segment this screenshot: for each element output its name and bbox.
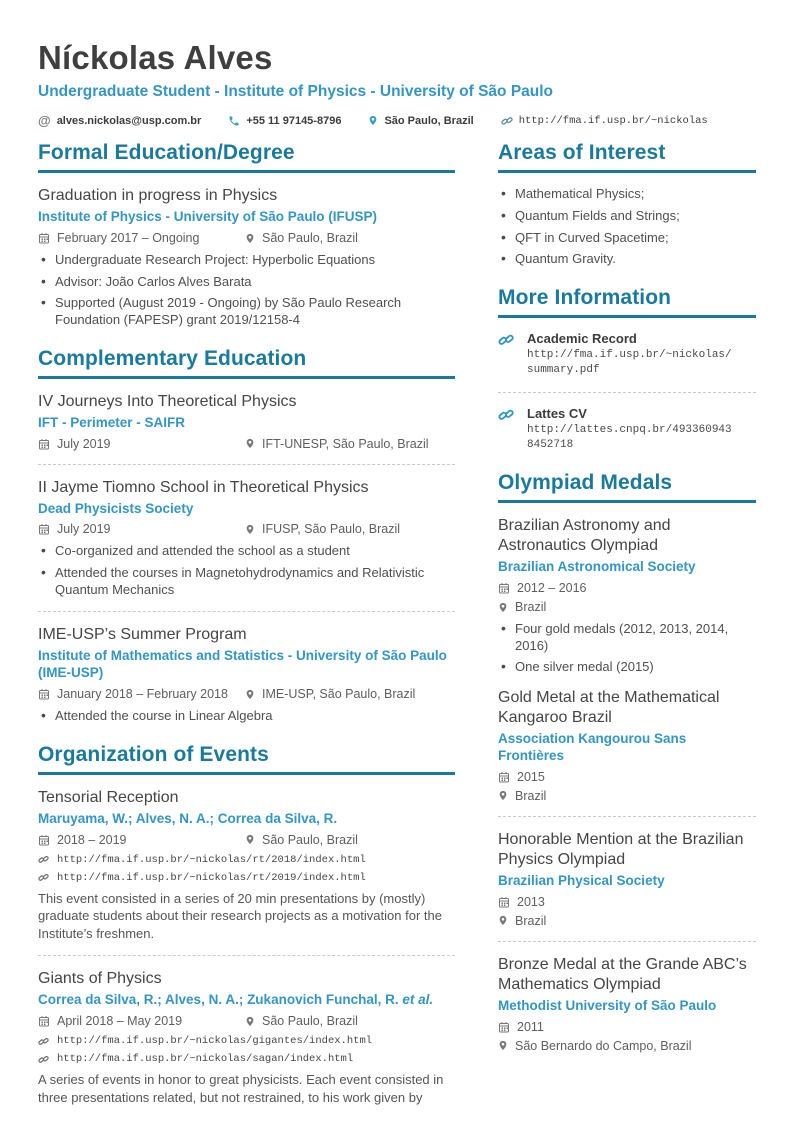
- dashed-divider: [38, 464, 455, 465]
- entry-organization: Methodist University of São Paulo: [498, 997, 717, 1013]
- section-formal-education: [38, 141, 455, 328]
- entry-ime-usp-summer: [38, 625, 455, 724]
- entry-date: [498, 1020, 756, 1034]
- entry-location-text: São Bernardo do Campo, Brazil: [515, 1038, 692, 1053]
- entry-title: Honorable Mention at the Brazilian Physics Olympiad: [498, 830, 744, 868]
- section-organization-of-events: [38, 743, 455, 1106]
- dashed-divider: [38, 955, 455, 956]
- calendar-icon: [498, 771, 510, 783]
- event-link-text: http://fma.if.usp.br/~nickolas/sagan/index.html: [57, 1053, 354, 1066]
- info-link-url: http://lattes.cnpq.br/4933609438452718: [527, 423, 732, 451]
- entry-grande-abc-bronze: [498, 955, 756, 1053]
- phone-icon: [228, 115, 240, 127]
- location-pin-icon: [368, 114, 378, 127]
- entry-date-text: 2018 – 2019: [57, 832, 127, 847]
- link-icon: [38, 872, 49, 883]
- contact-location: [368, 114, 473, 127]
- entry-description: This event consisted in a series of 20 min presentations by (mostly) graduate students about their research projects as a motivation for the Institute’s freshmen.: [38, 890, 442, 941]
- entry-location-text: Brazil: [515, 600, 547, 615]
- info-link-body: [527, 406, 733, 454]
- bullet-item: • Advisor: João Carlos Alves Barata: [38, 274, 455, 291]
- entry-location: [498, 600, 756, 614]
- entry-location-text: Brazil: [515, 788, 547, 803]
- entry-organizers-text: Correa da Silva, R.; Alves, N. A.; Zukanovich Funchal, R.: [38, 992, 399, 1008]
- entry-title: Bronze Medal at the Grande ABC’s Mathematics Olympiad: [498, 955, 747, 993]
- entry-date: [38, 1014, 245, 1028]
- section-areas-of-interest: [498, 141, 756, 268]
- location-pin-icon: [245, 437, 255, 450]
- interest-item: • Quantum Fields and Strings;: [498, 208, 756, 225]
- entry-location: [498, 1039, 756, 1053]
- bullet-item: • One silver medal (2015): [498, 659, 756, 676]
- bullet-item: • Attended the courses in Magnetohydrodynamics and Relativistic Quantum Mechanics: [38, 565, 455, 598]
- section-title-organization-of-events: Organization of Events: [38, 743, 455, 775]
- contact-website[interactable]: [501, 115, 708, 127]
- entry-location: [245, 1014, 358, 1028]
- calendar-icon: [38, 834, 50, 846]
- link-icon: [38, 1036, 49, 1047]
- left-column: [38, 141, 455, 1118]
- info-link-label: Academic Record: [527, 330, 637, 346]
- entry-astronomy-olympiad: [498, 516, 756, 676]
- interest-item: • QFT in Curved Spacetime;: [498, 230, 756, 247]
- event-link-text: http://fma.if.usp.br/~nickolas/rt/2018/index.html: [57, 853, 366, 866]
- location-pin-icon: [245, 1015, 255, 1028]
- entry-meta: [38, 437, 455, 451]
- dashed-divider: [38, 611, 455, 612]
- header: [38, 40, 756, 127]
- entry-date-text: 2012 – 2016: [517, 581, 587, 596]
- person-name: Níckolas Alves: [38, 39, 273, 76]
- entry-tensorial-reception: [38, 788, 455, 943]
- entry-jayme-tiomno: [38, 478, 455, 599]
- entry-title: Graduation in progress in Physics: [38, 187, 278, 205]
- entry-location-text: IFT-UNESP, São Paulo, Brazil: [262, 436, 429, 451]
- calendar-icon: [38, 438, 50, 450]
- entry-location-text: IME-USP, São Paulo, Brazil: [262, 687, 416, 702]
- calendar-icon: [38, 232, 50, 244]
- entry-meta: [38, 833, 455, 847]
- contact-phone-text: +55 11 97145-8796: [246, 114, 342, 127]
- location-pin-icon: [245, 688, 255, 701]
- entry-meta: [38, 687, 455, 701]
- event-link-text: http://fma.if.usp.br/~nickolas/gigantes/index.html: [57, 1035, 373, 1048]
- link-icon: [501, 115, 513, 127]
- content-columns: [38, 141, 756, 1118]
- entry-location: [498, 789, 756, 803]
- entry-organizers: [38, 992, 455, 1009]
- location-pin-icon: [245, 833, 255, 846]
- entry-date-text: 2011: [517, 1019, 544, 1034]
- section-olympiad-medals: [498, 471, 756, 1052]
- entry-location-text: São Paulo, Brazil: [262, 231, 358, 246]
- entry-graduation: [38, 186, 455, 328]
- entry-date-text: 2013: [517, 894, 545, 909]
- contact-email[interactable]: [38, 114, 201, 127]
- at-icon: @: [38, 113, 51, 129]
- entry-organization: Dead Physicists Society: [38, 500, 194, 516]
- location-pin-icon: [498, 789, 508, 802]
- entry-date-text: July 2019: [57, 522, 111, 537]
- entry-organization: Institute of Physics - University of São Paulo (IFUSP): [38, 209, 378, 225]
- entry-location-text: IFUSP, São Paulo, Brazil: [262, 522, 401, 537]
- bullet-item: • Co-organized and attended the school as a student: [38, 543, 455, 560]
- dashed-divider: [498, 392, 756, 393]
- contact-website-text: http://fma.if.usp.br/~nickolas: [518, 114, 708, 127]
- entry-bullets: [38, 708, 455, 725]
- entry-description: A series of events in honor to great physicists. Each event consisted in three presentations related, but not restrained, to his work given by: [38, 1072, 444, 1105]
- entry-bullets: [38, 252, 455, 329]
- entry-location-text: São Paulo, Brazil: [262, 1014, 358, 1029]
- entry-title: Gold Metal at the Mathematical Kangaroo Brazil: [498, 689, 720, 727]
- entry-date-text: January 2018 – February 2018: [57, 687, 228, 702]
- dashed-divider: [498, 941, 756, 942]
- entry-date: [38, 437, 245, 451]
- entry-bullets: [38, 543, 455, 598]
- entry-meta: [38, 231, 455, 245]
- entry-physics-olympiad-mention: [498, 830, 756, 928]
- entry-title: IME-USP’s Summer Program: [38, 626, 247, 644]
- section-title-complementary-education: Complementary Education: [38, 347, 455, 379]
- entry-title: II Jayme Tiomno School in Theoretical Physics: [38, 478, 369, 496]
- entry-location: [245, 833, 358, 847]
- dashed-divider: [498, 816, 756, 817]
- location-pin-icon: [498, 914, 508, 927]
- entry-bullets: [498, 621, 756, 676]
- event-link[interactable]: [38, 872, 455, 884]
- person-subtitle: Undergraduate Student - Institute of Physics - University of São Paulo: [38, 83, 554, 101]
- entry-meta: [38, 522, 455, 536]
- interest-item: • Quantum Gravity.: [498, 251, 756, 268]
- entry-organization: Brazilian Physical Society: [498, 872, 665, 888]
- entry-organization: IFT - Perimeter - SAIFR: [38, 414, 186, 430]
- location-pin-icon: [245, 523, 255, 536]
- entry-organization: Institute of Mathematics and Statistics - University of São Paulo (IME-USP): [38, 648, 447, 681]
- info-link-url: http://fma.if.usp.br/~nickolas/summary.pdf: [527, 348, 732, 377]
- location-pin-icon: [498, 1039, 508, 1052]
- contact-row: [38, 114, 756, 127]
- contact-phone[interactable]: [228, 115, 341, 127]
- entry-date-text: April 2018 – May 2019: [57, 1014, 183, 1029]
- bullet-item: • Undergraduate Research Project: Hyperbolic Equations: [38, 252, 455, 269]
- location-pin-icon: [498, 601, 508, 614]
- entry-date: [498, 581, 756, 595]
- section-title-formal-education: Formal Education/Degree: [38, 141, 455, 173]
- entry-title: Tensorial Reception: [38, 788, 179, 806]
- bullet-item: • Four gold medals (2012, 2013, 2014, 2016): [498, 621, 756, 654]
- entry-location: [245, 437, 429, 451]
- entry-location-text: São Paulo, Brazil: [262, 832, 358, 847]
- entry-date-text: July 2019: [57, 436, 111, 451]
- contact-location-text: São Paulo, Brazil: [384, 114, 474, 127]
- entry-location: [245, 522, 400, 536]
- entry-date-text: February 2017 – Ongoing: [57, 231, 200, 246]
- section-more-information: [498, 286, 756, 454]
- entry-date: [38, 522, 245, 536]
- entry-date: [498, 895, 756, 909]
- entry-location: [498, 914, 756, 928]
- entry-date: [38, 833, 245, 847]
- section-title-olympiad-medals: Olympiad Medals: [498, 471, 756, 503]
- entry-date: [38, 687, 245, 701]
- bullet-item: • Supported (August 2019 - Ongoing) by São Paulo Research Foundation (FAPESP) grant 2019/12158-4: [38, 295, 455, 328]
- entry-title: Brazilian Astronomy and Astronautics Olympiad: [498, 517, 671, 555]
- link-icon: [38, 1054, 49, 1065]
- info-link-academic-record[interactable]: [498, 331, 756, 379]
- info-link-body: [527, 331, 733, 379]
- section-title-more-information: More Information: [498, 286, 756, 318]
- entry-meta: [38, 1014, 455, 1028]
- calendar-icon: [498, 582, 510, 594]
- bullet-item: • Attended the course in Linear Algebra: [38, 708, 455, 725]
- calendar-icon: [38, 523, 50, 535]
- entry-organizers-etal: et al.: [402, 992, 434, 1008]
- entry-location-text: Brazil: [515, 913, 547, 928]
- entry-title: IV Journeys Into Theoretical Physics: [38, 392, 297, 410]
- event-link-text: http://fma.if.usp.br/~nickolas/rt/2019/index.html: [57, 871, 366, 884]
- info-link-lattes-cv[interactable]: [498, 406, 756, 454]
- entry-location: [245, 687, 415, 701]
- section-title-areas-of-interest: Areas of Interest: [498, 141, 756, 173]
- entry-organization: Brazilian Astronomical Society: [498, 559, 696, 575]
- section-complementary-education: [38, 347, 455, 725]
- entry-location: [245, 231, 358, 245]
- event-link[interactable]: [38, 1035, 455, 1047]
- calendar-icon: [38, 688, 50, 700]
- calendar-icon: [498, 896, 510, 908]
- entry-organization: Association Kangourou Sans Frontières: [498, 731, 687, 763]
- event-link[interactable]: [38, 854, 455, 866]
- entry-date: [498, 770, 756, 784]
- event-link[interactable]: [38, 1053, 455, 1065]
- entry-giants-of-physics: [38, 969, 455, 1106]
- chain-link-icon: [498, 406, 514, 454]
- entry-title: Giants of Physics: [38, 970, 162, 988]
- calendar-icon: [498, 1021, 510, 1033]
- entry-organizers: Maruyama, W.; Alves, N. A.; Correa da Silva, R.: [38, 810, 338, 826]
- interest-list: [498, 186, 756, 268]
- calendar-icon: [38, 1015, 50, 1027]
- chain-link-icon: [498, 331, 514, 379]
- location-pin-icon: [245, 232, 255, 245]
- entry-date: [38, 231, 245, 245]
- entry-kangaroo-gold: [498, 688, 756, 803]
- info-link-label: Lattes CV: [527, 405, 587, 421]
- entry-date-text: 2015: [517, 769, 545, 784]
- interest-item: • Mathematical Physics;: [498, 186, 756, 203]
- entry-iv-journeys: [38, 392, 455, 451]
- contact-email-text: alves.nickolas@usp.com.br: [56, 114, 202, 127]
- right-column: [498, 141, 756, 1064]
- link-icon: [38, 854, 49, 865]
